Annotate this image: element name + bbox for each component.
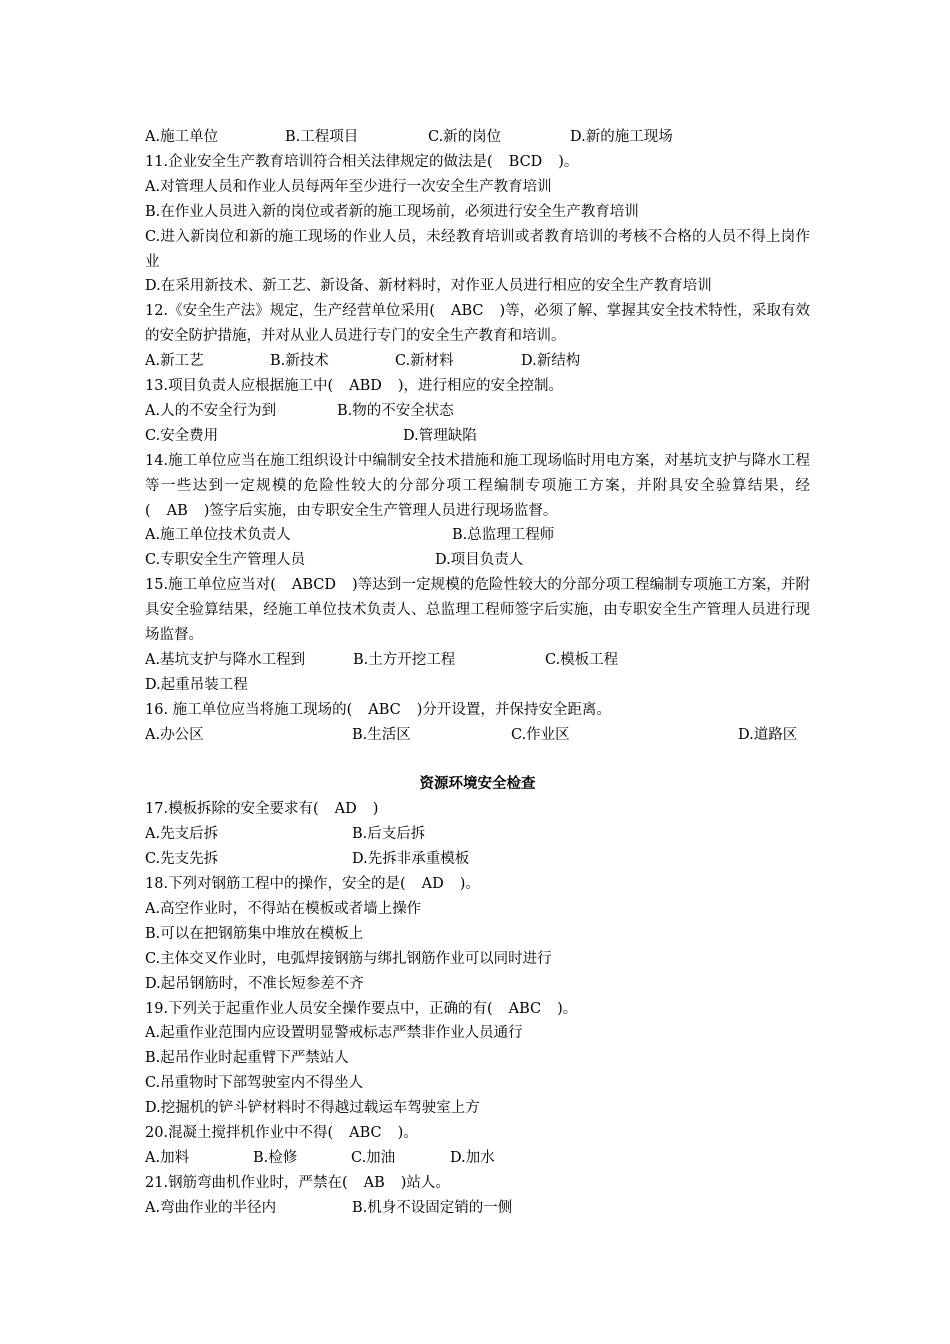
option-text: B.生活区 <box>352 726 411 743</box>
question-pre: 《安全生产法》规定，生产经营单位采用( <box>168 303 436 320</box>
question-pre: 下列关于起重作业人员安全操作要点中，正确的有( <box>168 1000 493 1017</box>
answer-text: AB <box>166 502 188 519</box>
question-num: 13. <box>145 378 169 395</box>
question-pre: 钢筋弯曲机作业时，严禁在( <box>168 1174 348 1191</box>
option-row <box>145 723 810 748</box>
question-text <box>145 797 810 822</box>
option-text: D.先拆非承重模板 <box>352 851 470 868</box>
question-pre: 项目负责人应根据施工中( <box>168 378 334 395</box>
option-text: C.模板工程 <box>545 651 619 668</box>
document-page <box>145 125 810 1221</box>
option-text: B.机身不设固定销的一侧 <box>352 1199 513 1216</box>
option-text: C.吊重物时下部驾驶室内不得坐人 <box>145 1075 364 1092</box>
question-text <box>145 1171 810 1196</box>
question-pre: 混凝土搅拌机作业中不得( <box>168 1125 334 1142</box>
question-text <box>145 1121 810 1146</box>
option-text: B.后支后拆 <box>352 826 426 843</box>
question-text <box>145 449 810 524</box>
question-post: )。 <box>557 1000 578 1017</box>
question-pre: 施工单位应当将施工现场的( <box>168 701 353 718</box>
option-text: A.加料 <box>145 1149 190 1166</box>
question-text <box>145 150 810 175</box>
answer-text: ABCD <box>291 577 337 594</box>
question-post: )等达到一定规模的危险性较大的分部分项工程编制专项施工方案，并附具安全验算结果，经施工单位技术负责人、总监理工程师签字后实施，由专职安全生产管理人员进行现场监督。 <box>145 577 810 644</box>
question-num: 11. <box>145 153 169 170</box>
option-text: A.弯曲作业的半径内 <box>145 1199 277 1216</box>
option-text: C.安全费用 <box>145 427 219 444</box>
option-row <box>145 1196 810 1221</box>
option-text: D.新结构 <box>521 353 581 370</box>
option-row <box>145 648 810 673</box>
question-num: 12. <box>145 303 169 320</box>
question-text <box>145 299 810 349</box>
question-text <box>145 997 810 1022</box>
option-text: D.在采用新技术、新工艺、新设备、新材料时，对作亚人员进行相应的安全生产教育培训 <box>145 278 712 295</box>
option-text: B.起吊作业时起重臂下严禁站人 <box>145 1050 349 1067</box>
question-num: 15. <box>145 577 169 594</box>
option-row <box>145 822 810 847</box>
option-text: A.办公区 <box>145 726 204 743</box>
option-text: D.道路区 <box>738 726 798 743</box>
question-num: 14. <box>145 452 169 469</box>
question-post: )，进行相应的安全控制。 <box>397 378 564 395</box>
answer-text: ABC <box>451 303 484 320</box>
answer-text: AB <box>363 1174 385 1191</box>
question-num: 18. <box>145 876 169 892</box>
question-post: )站人。 <box>400 1174 450 1191</box>
option-text: D.挖掘机的铲斗铲材料时不得越过载运车驾驶室上方 <box>145 1100 480 1117</box>
option-text: A.基坑支护与降水工程到 <box>145 651 306 668</box>
question-post: )。 <box>558 153 579 170</box>
option-text: B.工程项目 <box>285 129 359 145</box>
option-row <box>145 349 810 374</box>
answer-text: AD <box>334 801 357 818</box>
option-text: A.先支后拆 <box>145 826 219 843</box>
option-row <box>145 399 810 424</box>
question-text <box>145 573 810 648</box>
option-text: D.加水 <box>450 1149 495 1166</box>
option-text: C.专职安全生产管理人员 <box>145 552 306 569</box>
answer-text: AD <box>421 876 444 892</box>
question-text <box>145 698 810 723</box>
option-text: C.新材料 <box>395 353 454 370</box>
option-text: B.检修 <box>253 1149 298 1166</box>
question-post: )分开设置，并保持安全距离。 <box>416 701 611 718</box>
question-num: 20. <box>145 1125 169 1142</box>
question-post: ) <box>372 801 379 818</box>
option-text: B.可以在把钢筋集中堆放在模板上 <box>145 925 364 942</box>
option-row <box>145 548 810 573</box>
option-text: D.管理缺陷 <box>403 427 477 444</box>
question-post: )签字后实施，由专职安全生产管理人员进行现场监督。 <box>203 502 558 519</box>
option-text: A.对管理人员和作业人员每两年至少进行一次安全生产教育培训 <box>145 178 552 195</box>
option-text: C.作业区 <box>511 726 570 743</box>
option-text: D.起吊钢筋时，不准长短参差不齐 <box>145 975 364 992</box>
question-text <box>145 872 810 897</box>
question-pre: 模板拆除的安全要求有( <box>168 801 319 818</box>
question-num: 19. <box>145 1000 169 1017</box>
answer-text: ABD <box>349 378 382 395</box>
question-num: 21. <box>145 1174 169 1191</box>
option-text: A.新工艺 <box>145 353 204 370</box>
option-text: D.项目负责人 <box>435 552 524 569</box>
option-text: B.土方开挖工程 <box>353 651 456 668</box>
question-pre: 施工单位应当对( <box>168 577 276 594</box>
option-row <box>145 523 810 548</box>
option-row <box>145 125 810 150</box>
option-row <box>145 847 810 872</box>
option-text: B.新技术 <box>270 353 329 370</box>
spacer <box>145 748 810 773</box>
option-text: A.施工单位 <box>145 129 219 145</box>
option-text: C.先支先拆 <box>145 851 219 868</box>
option-text: C.新的岗位 <box>428 129 502 145</box>
question-post: )等，必须了解、掌握其安全技术特性，采取有效的安全防护措施，并对从业人员进行专门的安全生产教育和培训。 <box>145 303 810 345</box>
option-row <box>145 1146 810 1171</box>
question-post: )。 <box>459 876 480 892</box>
option-text: C.加油 <box>351 1149 396 1166</box>
option-text: B.总监理工程师 <box>452 527 555 544</box>
option-text: C.进入新岗位和新的施工现场的作业人员，未经教育培训或者教育培训的考核不合格的人员不得上岗作业 <box>145 228 810 270</box>
answer-text: ABC <box>368 701 401 718</box>
question-pre: 下列对钢筋工程中的操作，安全的是( <box>168 876 406 892</box>
option-text: B.物的不安全状态 <box>337 402 454 419</box>
question-text <box>145 374 810 399</box>
answer-text: ABC <box>508 1000 542 1017</box>
option-text: D.新的施工现场 <box>570 129 673 145</box>
option-text: A.施工单位技术负责人 <box>145 527 291 544</box>
question-num: 16. <box>145 701 169 718</box>
option-text: B.在作业人员进入新的岗位或者新的施工现场前，必须进行安全生产教育培训 <box>145 203 639 220</box>
question-num: 17. <box>145 801 169 818</box>
answer-text: ABC <box>349 1125 382 1142</box>
question-post: )。 <box>397 1125 418 1142</box>
section-heading: 资源环境安全检查 <box>419 775 536 793</box>
option-text: A.起重作业范围内应设置明显警戒标志严禁非作业人员通行 <box>145 1025 523 1042</box>
option-text: A.人的不安全行为到 <box>145 402 277 419</box>
option-row <box>145 424 810 449</box>
question-pre: 施工单位应当在施工组织设计中编制安全技术措施和施工现场临时用电方案，对基坑支护与降水工程等一些达到一定规模的危险性较大的分部分项工程编制专项施工方案，并附具安全验算结果，经( <box>145 452 810 519</box>
option-text: A.高空作业时，不得站在模板或者墙上操作 <box>145 900 422 917</box>
question-pre: 企业安全生产教育培训符合相关法律规定的做法是( <box>168 153 493 170</box>
option-text: D.起重吊装工程 <box>145 676 248 693</box>
option-text: C.主体交叉作业时，电弧焊接钢筋与绑扎钢筋作业可以同时进行 <box>145 950 552 967</box>
answer-text: BCD <box>508 153 543 170</box>
